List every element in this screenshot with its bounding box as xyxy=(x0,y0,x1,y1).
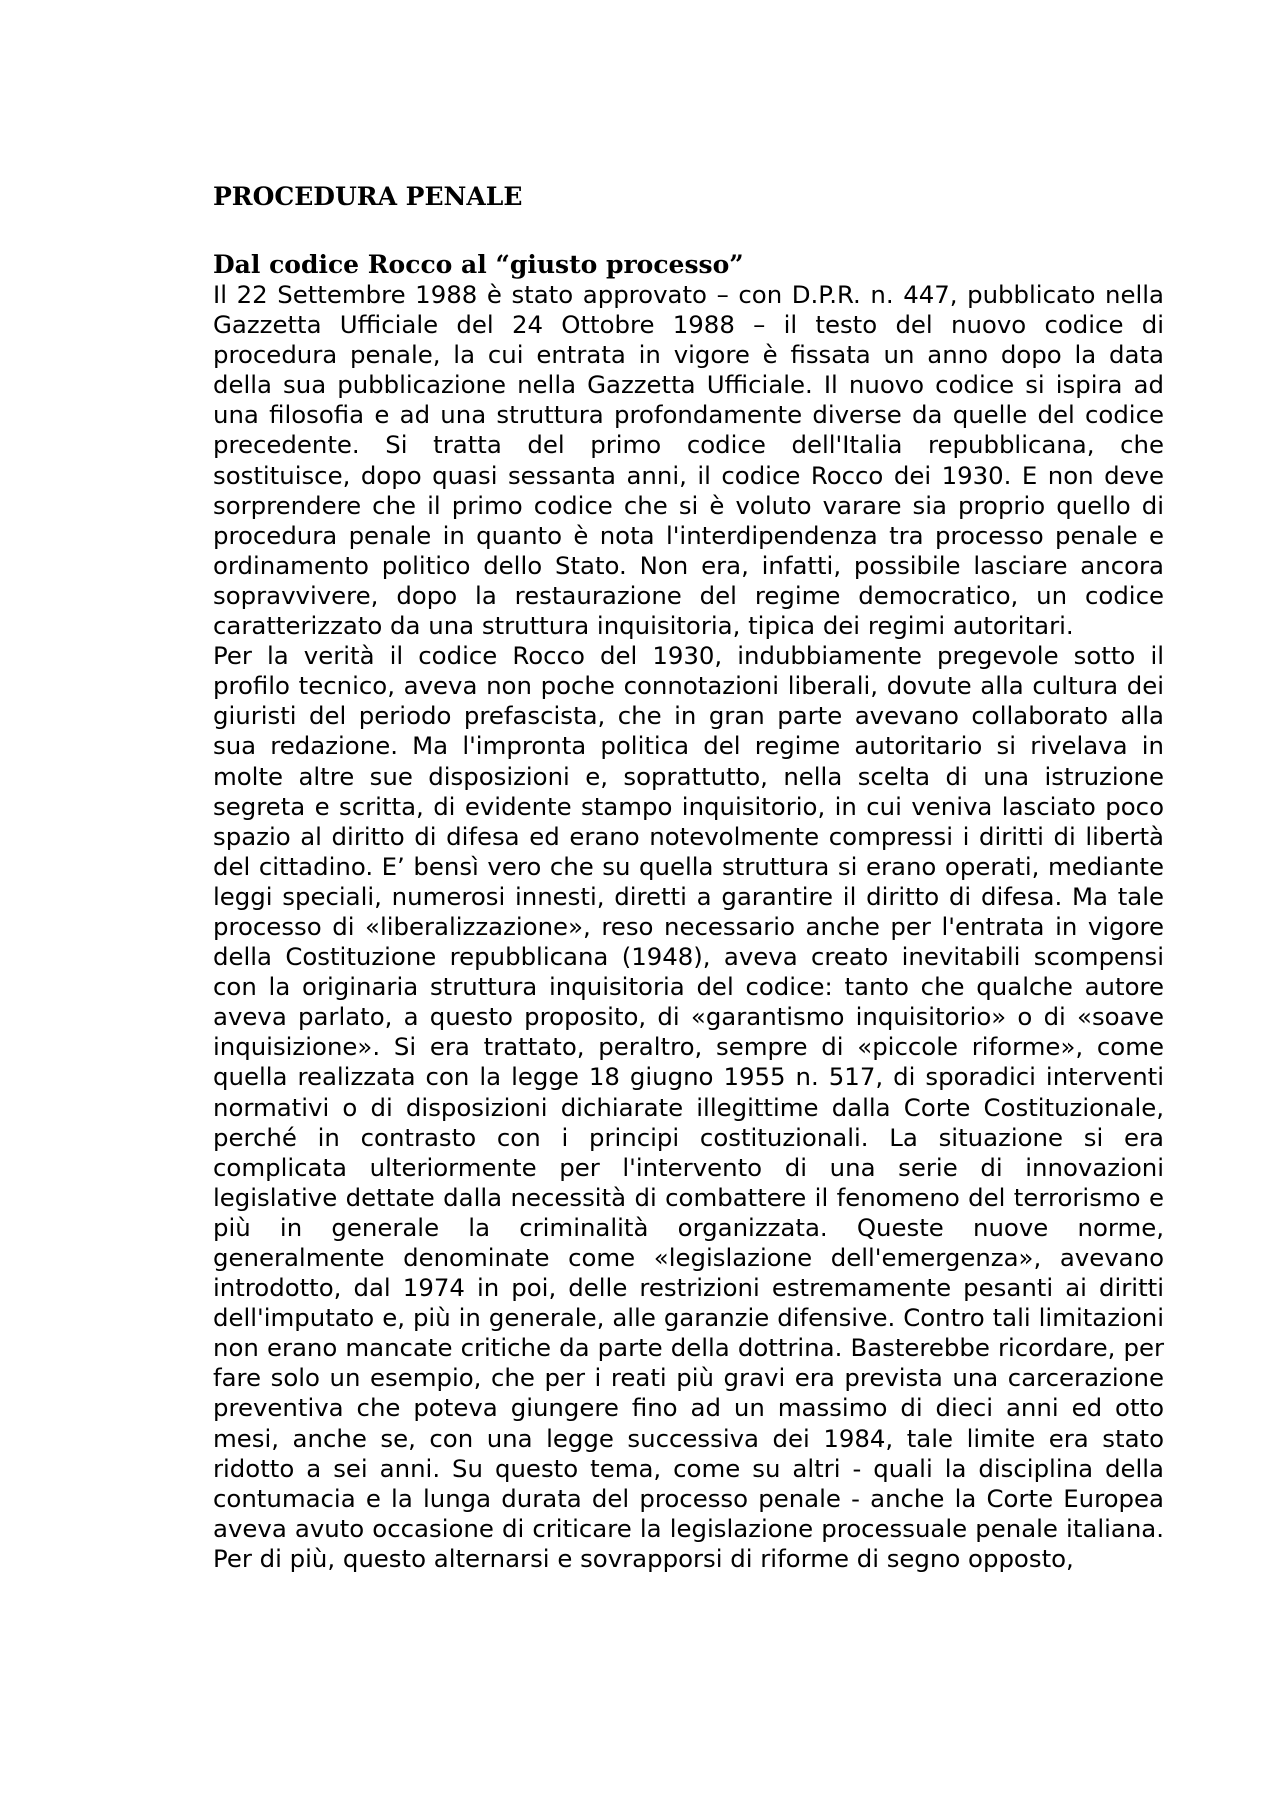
paragraph-2: Per la verità il codice Rocco del 1930, indubbiamente pregevole sotto il profilo tecnico, aveva non poche connotazioni liberali, dovute alla cultura dei giuristi del periodo prefascista, che in gran parte avevano collaborato alla sua redazione. Ma l'impronta politica del regime autoritario si rivelava in molte altre sue disposizioni e, soprattutto, nella scelta di una istruzione segreta e scritta, di evidente stampo inquisitorio, in cui veniva lasciato poco spazio al diritto di difesa ed erano notevolmente compressi i diritti di libertà del cittadino. E’ bensì vero che su quella struttura si erano operati, mediante leggi speciali, numerosi innesti, diretti a garantire il diritto di difesa. Ma tale processo di «liberalizzazione», reso necessario anche per l'entrata in vigore della Costituzione repubblicana (1948), aveva creato inevitabili scompensi con la originaria struttura inquisitoria del codice: tanto che qualche autore aveva parlato, a questo proposito, di «garantismo inquisitorio» o di «soave inquisizione». Si era trattato, peraltro, sempre di «piccole riforme», come quella realizzata con la legge 18 giugno 1955 n. 517, di sporadici interventi normativi o di disposizioni dichiarate illegittime dalla Corte Costituzionale, perché in contrasto con i principi costituzionali. La situazione si era complicata ulteriormente per l'intervento di una serie di innovazioni legislative dettate dalla necessità di combattere il fenomeno del terrorismo e più in generale la criminalità organizzata. Queste nuove norme, generalmente denominate come «legislazione dell'emergenza», avevano introdotto, dal 1974 in poi, delle restrizioni estremamente pesanti ai diritti dell'imputato e, più in generale, alle garanzie difensive. Contro tali limitazioni non erano mancate critiche da parte della dottrina. Basterebbe ricordare, per fare solo un esempio, che per i reati più gravi era prevista una carcerazione preventiva che poteva giungere fino ad un massimo di dieci anni ed otto mesi, anche se, con una legge successiva dei 1984, tale limite era stato ridotto a sei anni. Su questo tema, come su altri - quali la disciplina della contumacia e la lunga durata del processo penale - anche la Corte Europea aveva avuto occasione di criticare la legislazione processuale penale italiana. Per di più, questo alternarsi e sovrapporsi di riforme di segno opposto, xyxy=(213,641,1164,1573)
document-subtitle: Dal codice Rocco al “giusto processo” xyxy=(213,250,744,279)
document-title: PROCEDURA PENALE xyxy=(213,182,523,211)
paragraph-1: Il 22 Settembre 1988 è stato approvato – con D.P.R. n. 447, pubblicato nella Gazzetta Ufficiale del 24 Ottobre 1988 – il testo del nuovo codice di procedura penale, la cui entrata in vigore è fissata un anno dopo la data della sua pubblicazione nella Gazzetta Ufficiale. Il nuovo codice si ispira ad una filosofia e ad una struttura profondamente diverse da quelle del codice precedente. Si tratta del primo codice dell'Italia repubblicana, che sostituisce, dopo quasi sessanta anni, il codice Rocco dei 1930. E non deve sorprendere che il primo codice che si è voluto varare sia proprio quello di procedura penale in quanto è nota l'interdipendenza tra processo penale e ordinamento politico dello Stato. Non era, infatti, possibile lasciare ancora sopravvivere, dopo la restaurazione del regime democratico, un codice caratterizzato da una struttura inquisitoria, tipica dei regimi autoritari. xyxy=(213,280,1164,641)
document-page xyxy=(213,180,1164,1574)
